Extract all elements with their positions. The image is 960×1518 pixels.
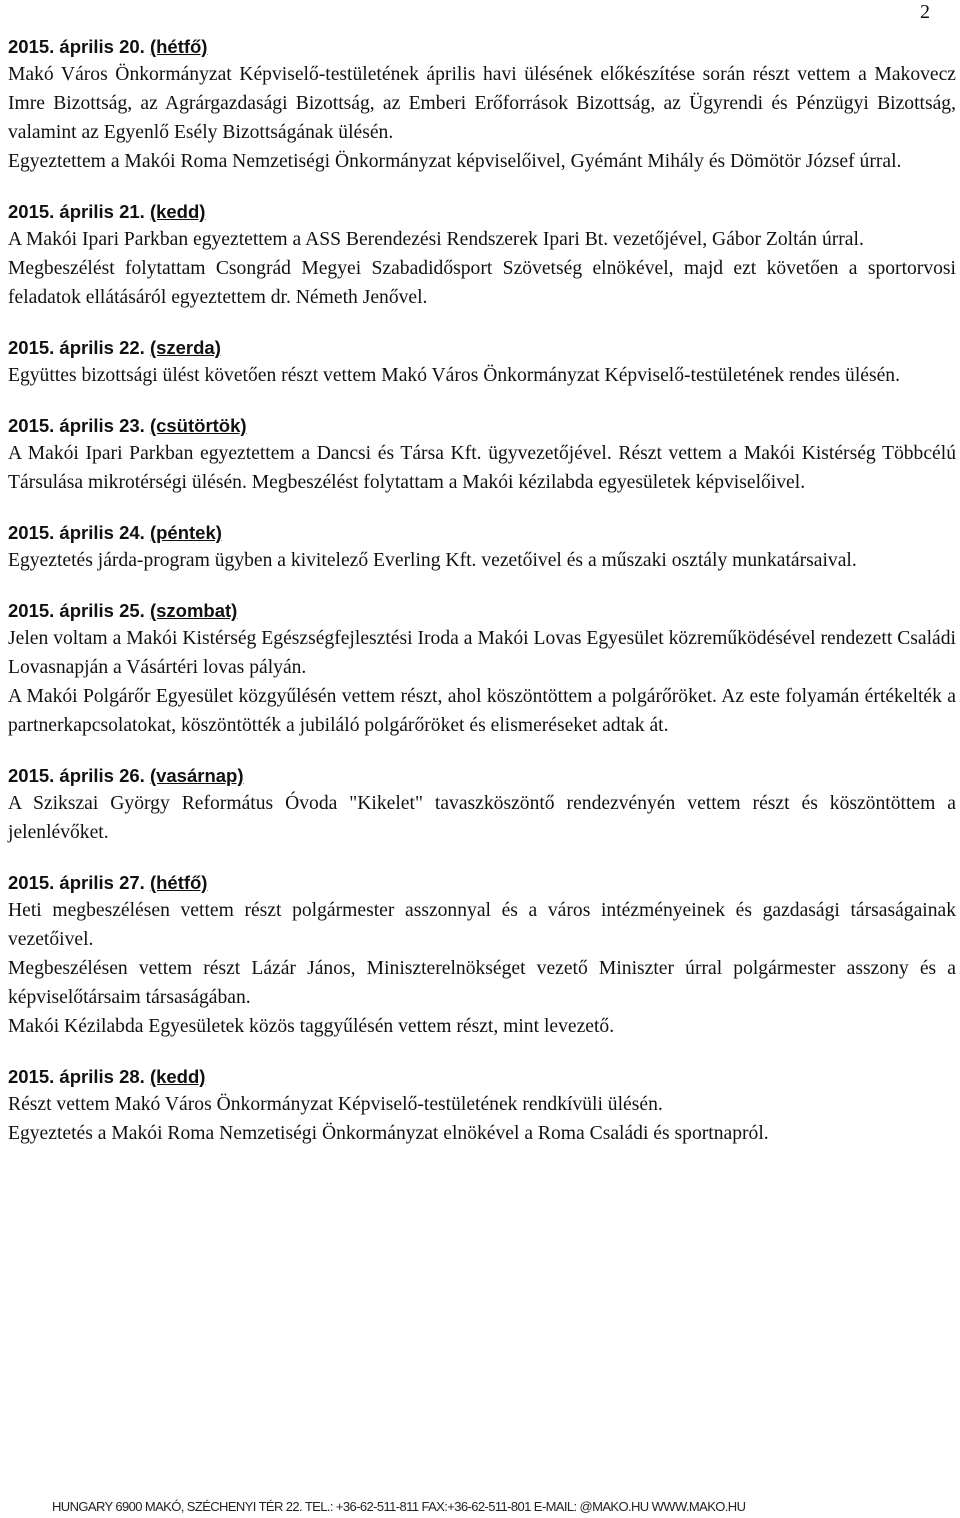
entry-paragraph: Makói Kézilabda Egyesületek közös taggyűlésén vettem részt, mint levezető. [8,1016,615,1037]
entry-date-heading [8,335,956,361]
entry-weekday: (szombat) [149,600,238,621]
entry-paragraph: Részt vettem Makó Város Önkormányzat Képviselő-testületének rendkívüli ülésén. [8,1094,663,1115]
entry-weekday: (vasárnap) [149,765,244,786]
entry-date: 2015. április 25. [8,600,145,621]
entry-date: 2015. április 22. [8,337,145,358]
entry-date-heading [8,598,956,624]
entry-weekday: (hétfő) [149,36,208,57]
entry-paragraph: Egyeztetés a Makói Roma Nemzetiségi Önkormányzat elnökével a Roma Családi és sportnapról. [8,1123,769,1144]
diary-entry [8,763,956,847]
entry-paragraph: A Makói Ipari Parkban egyeztettem a Dancsi és Társa Kft. ügyvezetőjével. Részt vettem a Makói Kistérség Többcélú Társulása mikrotérségi ülésén. Megbeszélést folytattam a Makói kézilabda egyesületek képviselőivel. [8,443,956,493]
entry-date-heading [8,413,956,439]
entry-date: 2015. április 23. [8,415,145,436]
entry-paragraph: A Szikszai György Református Óvoda "Kikelet" tavaszköszöntő rendezvényén vettem részt és köszöntöttem a jelenlévőket. [8,793,956,843]
entry-paragraph: A Makói Polgárőr Egyesület közgyűlésén vettem részt, ahol köszöntöttem a polgárőröket. Az este folyamán értékelték a partnerkapcsolatokat, köszöntötték a jubiláló polgárőröket és elismeréseket adtak át. [8,686,956,736]
diary-entry [8,870,956,1041]
diary-entry [8,34,956,176]
entry-date-heading [8,520,956,546]
entry-date: 2015. április 27. [8,872,145,893]
diary-entry [8,335,956,390]
entry-paragraph: Egyeztettem a Makói Roma Nemzetiségi Önkormányzat képviselőivel, Gyémánt Mihály és Dömötör József úrral. [8,151,902,172]
entry-paragraph: Megbeszélésen vettem részt Lázár János, Miniszterelnökséget vezető Miniszter úrral polgármester asszony és a képviselőtársaim társaságában. [8,958,956,1008]
entry-weekday: (hétfő) [149,872,208,893]
entry-date-heading [8,199,956,225]
diary-entry [8,413,956,497]
diary-entry [8,520,956,575]
entry-weekday: (kedd) [149,201,206,222]
entry-weekday: (péntek) [149,522,222,543]
entry-paragraph: Jelen voltam a Makói Kistérség Egészségfejlesztési Iroda a Makói Lovas Egyesület közreműködésével rendezett Családi Lovasnapján a Vásártéri lovas pályán. [8,628,956,678]
entry-date: 2015. április 21. [8,201,145,222]
document-body [8,34,956,1171]
entry-weekday: (szerda) [149,337,221,358]
entry-paragraph: Együttes bizottsági ülést követően részt vettem Makó Város Önkormányzat Képviselő-testületének rendes ülésén. [8,365,900,386]
entry-paragraph: A Makói Ipari Parkban egyeztettem a ASS Berendezési Rendszerek Ipari Bt. vezetőjével, Gábor Zoltán úrral. [8,229,864,250]
entry-date: 2015. április 26. [8,765,145,786]
entry-date-heading [8,763,956,789]
entry-weekday: (csütörtök) [149,415,247,436]
entry-date: 2015. április 20. [8,36,145,57]
entry-paragraph: Heti megbeszélésen vettem részt polgármester asszonnyal és a város intézményeinek és gazdasági társaságainak vezetőivel. [8,900,956,950]
entry-weekday: (kedd) [149,1066,206,1087]
entry-date-heading [8,870,956,896]
diary-entry [8,199,956,312]
entry-date-heading [8,34,956,60]
entry-paragraph: Makó Város Önkormányzat Képviselő-testületének április havi ülésének előkészítése során részt vettem a Makovecz Imre Bizottság, az Agrárgazdasági Bizottság, az Emberi Erőforrások Bizottság, az Ügyrendi és Pénzügyi Bizottság, valamint az Egyenlő Esély Bizottságának ülésén. [8,64,956,143]
diary-entry [8,598,956,740]
entry-paragraph: Megbeszélést folytattam Csongrád Megyei Szabadidősport Szövetség elnökével, majd ezt követően a sportorvosi feladatok ellátásáról egyeztettem dr. Németh Jenővel. [8,258,956,308]
entry-date: 2015. április 28. [8,1066,145,1087]
page-number: 2 [920,1,930,23]
footer-contact-line: HUNGARY 6900 MAKÓ, SZÉCHENYI TÉR 22. TEL.: +36-62-511-811 FAX:+36-62-511-801 E-MAIL: @MAKO.HU WWW.MAKO.HU [52,1499,746,1514]
entry-date-heading [8,1064,956,1090]
entry-date: 2015. április 24. [8,522,145,543]
entry-paragraph: Egyeztetés járda-program ügyben a kivitelező Everling Kft. vezetőivel és a műszaki osztály munkatársaival. [8,550,857,571]
diary-entry [8,1064,956,1148]
